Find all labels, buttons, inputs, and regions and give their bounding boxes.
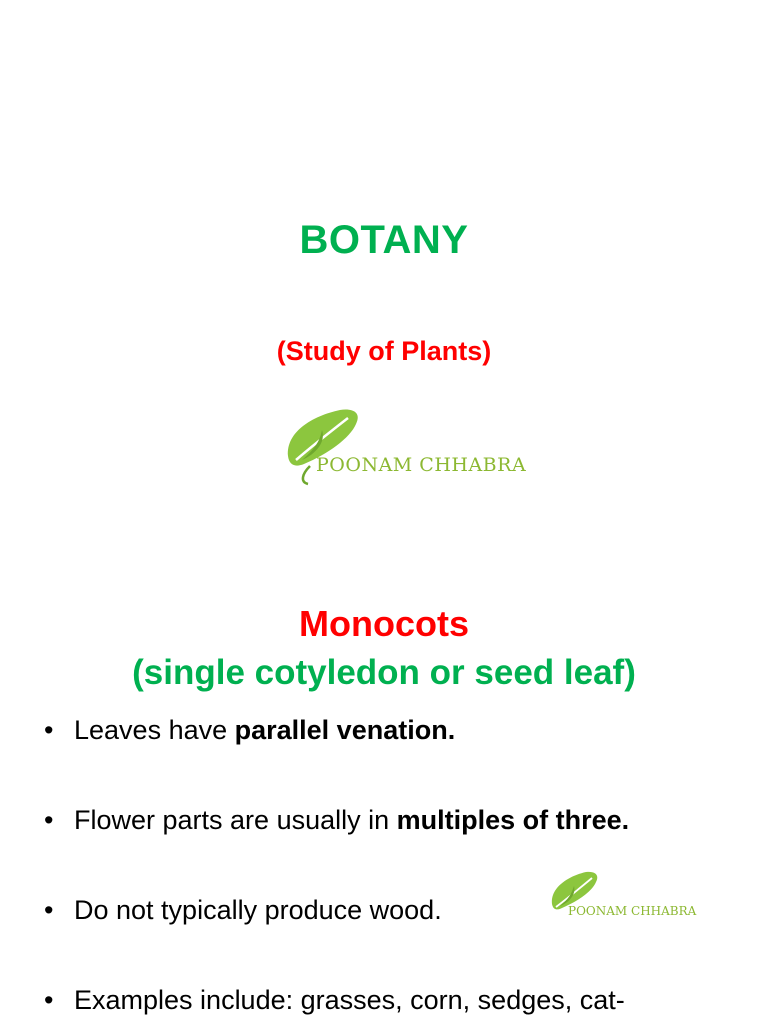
list-item bbox=[44, 805, 629, 836]
section-subtitle: (single cotyledon or seed leaf) bbox=[132, 653, 636, 692]
page-subtitle: (Study of Plants) bbox=[276, 336, 492, 366]
bullet-bold-text: multiples of three. bbox=[396, 805, 630, 835]
list-item bbox=[44, 895, 442, 926]
page-title: BOTANY bbox=[299, 218, 469, 262]
list-item bbox=[44, 985, 625, 1016]
bullet-marker: • bbox=[44, 715, 54, 745]
bullet-text: Flower parts are usually in bbox=[74, 805, 397, 835]
bullet-marker: • bbox=[44, 985, 54, 1015]
bullet-marker: • bbox=[44, 895, 54, 925]
bullet-bold-text: parallel venation. bbox=[234, 715, 456, 745]
logo-text: POONAM CHHABRA bbox=[316, 454, 527, 476]
poonam-chhabra-logo-small bbox=[546, 868, 696, 942]
bullet-text: Do not typically produce wood. bbox=[74, 895, 442, 925]
list-item bbox=[44, 715, 455, 746]
bullet-text: Examples include: grasses, corn, sedges, cat- bbox=[74, 985, 625, 1015]
bullet-marker: • bbox=[44, 805, 54, 835]
logo-text: POONAM CHHABRA bbox=[568, 904, 697, 918]
bullet-text: Leaves have bbox=[74, 715, 235, 745]
section-title: Monocots bbox=[299, 603, 469, 644]
